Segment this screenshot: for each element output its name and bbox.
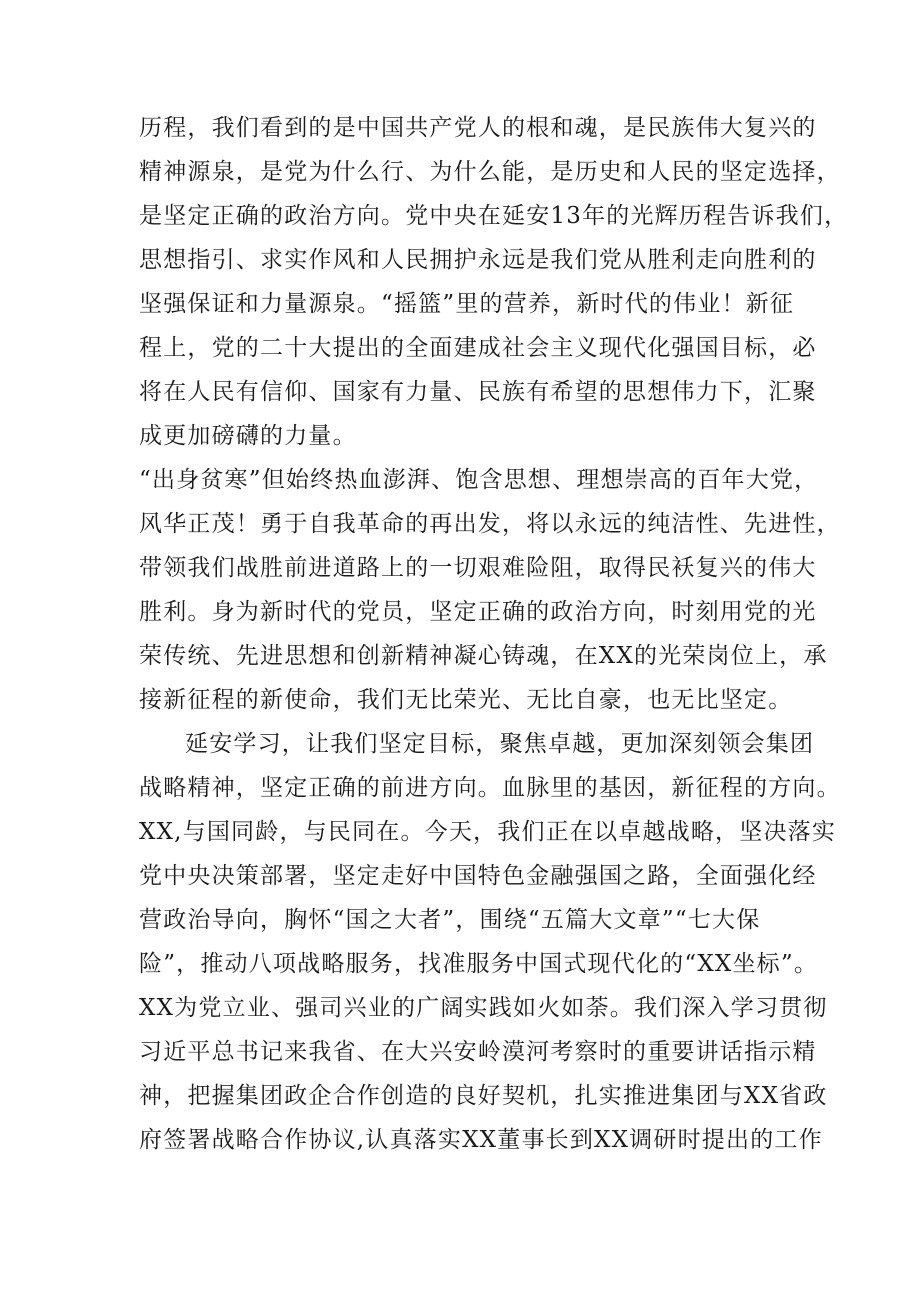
text-line: XX,与国同龄，与民同在。今天，我们正在以卓越战略，坚决落实 <box>139 819 837 845</box>
text-line: “出身贫寒”但始终热血澎湃、饱含思想、理想崇高的百年大党， <box>139 467 819 493</box>
text-line: 险”，推动八项战略服务，找准服务中国式现代化的“XX坐标”。 <box>139 951 819 977</box>
text-line: 接新征程的新使命，我们无比荣光、无比自豪，也无比坚定。 <box>139 687 793 713</box>
text-line: 党中央决策部署，坚定走好中国特色金融强国之路，全面强化经 <box>139 863 817 889</box>
text-line: 府签署战略合作协议,认真落实XX董事长到XX调研时提出的工作 <box>139 1127 823 1153</box>
text-line: 坚强保证和力量源泉。“摇篮”里的营养，新时代的伟业！新征 <box>139 291 795 317</box>
text-line: 是坚定正确的政治方向。党中央在延安13年的光辉历程告诉我们， <box>139 203 849 229</box>
text-line: 习近平总书记来我省、在大兴安岭漠河考察时的重要讲话指示精 <box>139 1039 817 1065</box>
text-line: 胜利。身为新时代的党员，坚定正确的政治方向，时刻用党的光 <box>139 599 817 625</box>
text-line: 思想指引、求实作风和人民拥护永远是我们党从胜利走向胜利的 <box>139 247 817 273</box>
text-line: XX为党立业、强司兴业的广阔实践如火如荼。我们深入学习贯彻 <box>139 995 828 1021</box>
text-line: 战略精神，坚定正确的前进方向。血脉里的基因，新征程的方向。 <box>139 775 841 801</box>
text-line: 风华正茂！勇于自我革命的再出发，将以永远的纯洁性、先进性， <box>139 511 841 537</box>
body-text <box>139 106 849 1162</box>
text-line: 成更加磅礴的力量。 <box>139 423 357 449</box>
text-line: 历程，我们看到的是中国共产党人的根和魂，是民族伟大复兴的 <box>139 115 817 141</box>
text-line: 带领我们战胜前进道路上的一切艰难险阻，取得民袄复兴的伟大 <box>139 555 817 581</box>
text-line: 程上，党的二十大提出的全面建成社会主义现代化强国目标，必 <box>139 335 817 361</box>
text-line: 将在人民有信仰、国家有力量、民族有希望的思想伟力下，汇聚 <box>139 379 817 405</box>
text-line: 神，把握集团政企合作创造的良好契机，扎实推进集团与XX省政 <box>139 1083 828 1109</box>
text-line: 荣传统、先进思想和创新精神凝心铸魂，在XX的光荣岗位上，承 <box>139 643 828 669</box>
text-line: 延安学习，让我们坚定目标，聚焦卓越，更加深刻领会集团 <box>185 731 815 757</box>
text-line: 精神源泉，是党为什么行、为什么能，是历史和人民的坚定选择， <box>139 159 841 185</box>
text-line: 营政治导向，胸怀“国之大者”，围绕“五篇大文章”“七大保 <box>139 907 761 933</box>
